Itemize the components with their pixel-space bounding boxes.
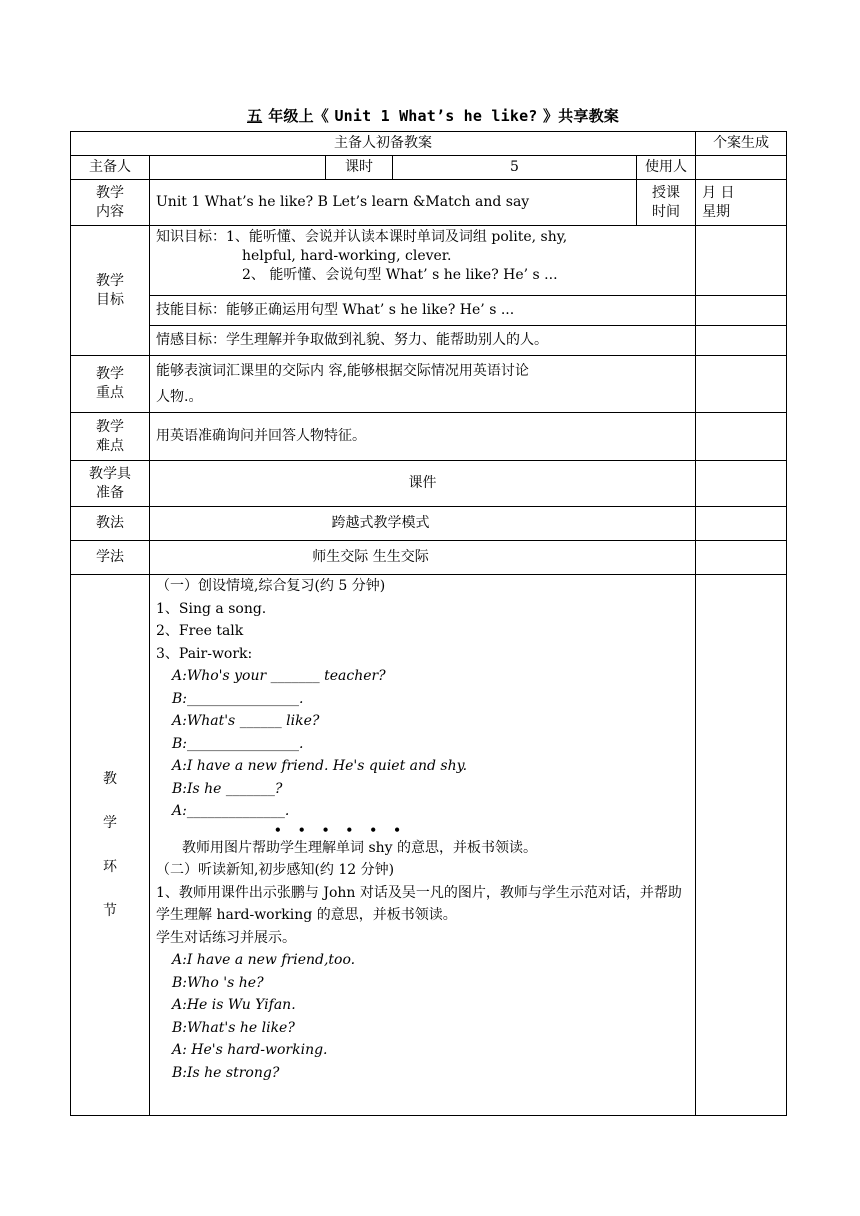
dialog-2-line: B:Who 's he? (172, 974, 264, 991)
emotion-goal: 情感目标：学生理解并争取做到礼貌、努力、能帮助别人的人。 (150, 326, 696, 356)
dialog-2-line: B:What's he like? (172, 1019, 295, 1036)
header-side: 个案生成 (696, 132, 787, 156)
process-section-2: （二）听读新知,初步感知(约 12 分钟) (156, 862, 395, 878)
dialog-1-line: A:What's ______ like? (172, 713, 320, 729)
process-label (71, 575, 150, 1116)
content-label-line-2: 内容 (96, 203, 124, 220)
difficulty-side (696, 413, 787, 461)
tools-row (71, 461, 787, 507)
difficulty-label (71, 413, 150, 461)
date-weekday: 星期 (702, 203, 731, 220)
emotion-side (696, 326, 787, 356)
ellipsis-dots: • • • • • • (274, 822, 407, 837)
tools-label (71, 461, 150, 507)
user-label: 使用人 (637, 156, 696, 180)
document-title (0, 105, 860, 126)
process-label-char-1: 教 (103, 771, 117, 787)
dialog-1-line: B:________________. (172, 690, 304, 707)
goals-label-line-1: 教学 (96, 272, 124, 289)
difficulty-label-line-2: 难点 (96, 437, 124, 454)
focus-side (696, 356, 787, 413)
skill-side (696, 296, 787, 326)
process-practice: 学生对话练习并展示。 (156, 929, 296, 946)
focus-value (150, 356, 696, 413)
time-label-line-2: 时间 (652, 203, 681, 220)
process-step-1: 1、教师用课件出示张鹏与 John 对话及吴一凡的图片，教师与学生示范对话，并帮助学生理解 hard-working 的意思，并板书领读。 (156, 884, 682, 923)
study-side (696, 541, 787, 575)
process-step-free-talk: 2、Free talk (156, 623, 244, 639)
skill-goal: 技能目标：能够正确运用句型 What’ s he like? He’ s ... (150, 296, 696, 326)
lesson-plan-table (70, 131, 787, 1116)
process-content (150, 575, 696, 1116)
process-row (71, 575, 787, 1116)
preparer-row (71, 156, 787, 180)
method-label: 教法 (71, 507, 150, 541)
user-value (696, 156, 787, 180)
focus-label-line-2: 重点 (96, 385, 124, 401)
goals-skill-row (71, 296, 787, 326)
dialog-1-line: B:________________. (172, 735, 304, 752)
knowledge-goal-line-1: 知识目标：1、能听懂、会说并认读本课时单词及词组 polite, shy, (156, 229, 568, 245)
preparer-label: 主备人 (71, 156, 150, 180)
focus-label (71, 356, 150, 413)
process-label-char-4: 节 (103, 903, 117, 919)
dialog-1-line: A:I have a new friend. He's quiet and shy. (172, 758, 468, 774)
period-label: 课时 (326, 156, 393, 180)
content-value: Unit 1 What’s he like? B Let’s learn &Match and say (150, 180, 637, 226)
knowledge-goal-line-3: 2、 能听懂、会说句型 What’ s he like? He’ s ... (242, 267, 558, 283)
content-label (71, 180, 150, 226)
knowledge-goal-line-2: helpful, hard-working, clever. (242, 248, 452, 264)
teacher-shy-note: 教师用图片帮助学生理解单词 shy 的意思，并板书领读。 (182, 839, 538, 856)
difficulty-label-line-1: 教学 (96, 418, 124, 435)
goals-label-line-2: 目标 (96, 291, 124, 308)
difficulty-value: 用英语准确询问并回答人物特征。 (150, 413, 696, 461)
preparer-value (150, 156, 326, 180)
dialog-1-line: B:Is he _______? (172, 780, 283, 797)
date-value (696, 180, 787, 226)
tools-label-line-2: 准备 (96, 484, 124, 501)
period-value: 5 (393, 156, 637, 180)
method-value: 跨越式教学模式 (150, 507, 696, 541)
study-label: 学法 (71, 541, 150, 575)
tools-value: 课件 (150, 461, 696, 507)
focus-line-1: 能够表演词汇课里的交际内 容,能够根据交际情况用英语讨论 (156, 363, 529, 379)
difficulty-row (71, 413, 787, 461)
knowledge-side (696, 226, 787, 296)
process-label-char-3: 环 (103, 859, 117, 875)
process-step-sing: 1、Sing a song. (156, 600, 267, 617)
goals-label (71, 226, 150, 356)
title-grade: 五 (247, 107, 263, 125)
study-row (71, 541, 787, 575)
knowledge-goal (150, 226, 696, 296)
tools-label-line-1: 教学具 (89, 465, 131, 482)
tools-side (696, 461, 787, 507)
method-row (71, 507, 787, 541)
dialog-2-line: A:He is Wu Yifan. (172, 997, 296, 1013)
focus-line-2: 人物.。 (156, 389, 203, 405)
study-value: 师生交际 生生交际 (150, 541, 696, 575)
dialog-1-line: A:______________. (172, 803, 290, 819)
title-suffix: 》共享教案 (542, 107, 619, 125)
header-row (71, 132, 787, 156)
date-month-day: 月 日 (702, 184, 735, 201)
process-section-1: （一）创设情境,综合复习(约 5 分钟) (156, 578, 386, 594)
process-step-pair-work: 3、Pair-work: (156, 645, 253, 662)
focus-row (71, 356, 787, 413)
header-main: 主备人初备教案 (71, 132, 696, 156)
dialog-2-line: A: He's hard-working. (172, 1042, 328, 1058)
method-side (696, 507, 787, 541)
title-unit: Unit 1 What’s he like? (334, 107, 538, 125)
content-label-line-1: 教学 (96, 184, 124, 201)
title-grade-suffix: 年级上《 (268, 107, 330, 125)
dialog-2-line: B:Is he strong? (172, 1064, 280, 1081)
dialog-2-line: A:I have a new friend,too. (172, 952, 356, 968)
time-label-line-1: 授课 (652, 184, 681, 201)
focus-label-line-1: 教学 (96, 366, 124, 382)
content-row (71, 180, 787, 226)
goals-emotion-row (71, 326, 787, 356)
goals-knowledge-row (71, 226, 787, 296)
process-side (696, 575, 787, 1116)
dialog-1-line: A:Who's your _______ teacher? (172, 668, 386, 684)
time-label (637, 180, 696, 226)
process-label-char-2: 学 (103, 815, 117, 831)
